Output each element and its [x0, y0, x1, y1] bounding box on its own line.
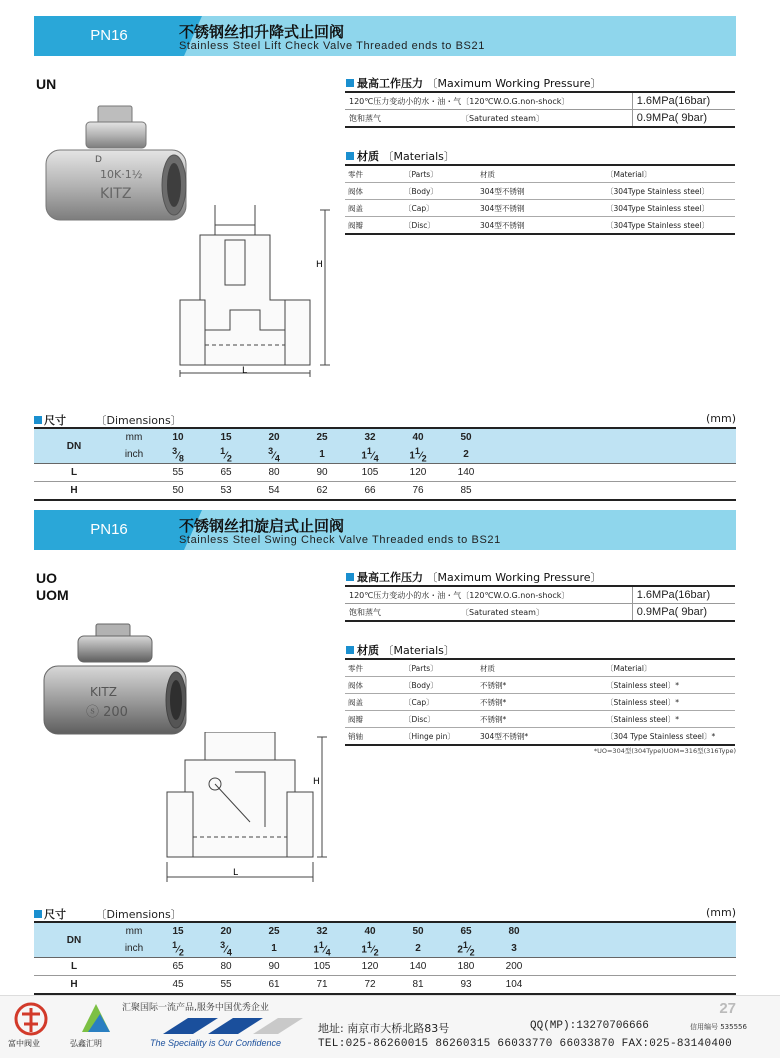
model-label: UO [36, 570, 57, 586]
length-cell: 105 [346, 464, 394, 482]
height-cell: 93 [442, 976, 490, 995]
model-label: UN [36, 76, 57, 92]
height-cell: 55 [202, 976, 250, 995]
swing-check-valve-photo [40, 622, 190, 742]
inch-size-cell: $1^1⁄_2$ [346, 940, 394, 958]
length-cell: 180 [442, 958, 490, 976]
mm-size-cell: 15 [154, 922, 202, 940]
inch-size-cell: $^3⁄_8$ [154, 446, 202, 464]
logo1-label: 富中阀业 [8, 1039, 40, 1048]
brand-logo-icon [158, 1014, 308, 1038]
length-cell: 80 [202, 958, 250, 976]
length-cell: 65 [202, 464, 250, 482]
height-cell: 62 [298, 482, 346, 501]
square-bullet-icon [346, 79, 354, 87]
height-cell: 72 [346, 976, 394, 995]
mm-size-cell: 20 [250, 428, 298, 446]
inch-size-cell: $1^1⁄_4$ [298, 940, 346, 958]
materials-heading: 材质 〔Materials〕 [346, 148, 455, 164]
section-title-cn: 不锈钢丝扣旋启式止回阀 [179, 517, 345, 535]
tel-fax: TEL:025-86260015 86260315 66033770 66033870 FAX:025-83140400 [318, 1038, 733, 1050]
pressure-desc: 120℃压力变动小的水・油・气〔120℃W.O.G.non-shock〕 [345, 92, 632, 110]
height-cell: 50 [154, 482, 202, 501]
height-cell: 71 [298, 976, 346, 995]
slogan-en: The Speciality is Our Confidence [150, 1038, 282, 1048]
fuzhong-logo-icon [14, 1002, 48, 1036]
mm-size-cell: 32 [346, 428, 394, 446]
pressure-heading: 最高工作压力 〔Maximum Working Pressure〕 [346, 75, 602, 91]
hongxin-logo-icon [78, 1000, 114, 1036]
mm-size-cell: 15 [202, 428, 250, 446]
length-cell: 65 [154, 958, 202, 976]
series-tag: PN16 [34, 16, 184, 56]
inch-size-cell: $^1⁄_2$ [154, 940, 202, 958]
svg-text:D: D [95, 155, 102, 165]
materials-heading: 材质 〔Materials〕 [346, 642, 455, 658]
mm-size-cell: 65 [442, 922, 490, 940]
inch-size-cell: 3 [490, 940, 538, 958]
mm-size-cell: 40 [394, 428, 442, 446]
inch-size-cell: $2^1⁄_2$ [442, 940, 490, 958]
table-row: 阀体 〔Body〕 304型不锈钢 〔304Type Stainless steel〕 [345, 183, 735, 200]
section2-banner [34, 510, 736, 550]
square-bullet-icon [346, 646, 354, 654]
length-cell: 120 [394, 464, 442, 482]
table-row: 零件 〔Parts〕 材质 〔Material〕 [345, 659, 735, 677]
length-cell: 120 [346, 958, 394, 976]
height-cell: 104 [490, 976, 538, 995]
model-label: UOM [36, 587, 69, 603]
slogan-cn: 汇聚国际一流产品,服务中国优秀企业 [122, 1003, 269, 1013]
mm-size-cell: 20 [202, 922, 250, 940]
mm-size-cell: 32 [298, 922, 346, 940]
svg-text:KITZ: KITZ [100, 186, 132, 202]
pressure-desc: 120℃压力变动小的水・油・气〔120℃W.O.G.non-shock〕 [345, 586, 632, 604]
swing-check-valve-drawing [155, 732, 330, 887]
drawing-l-label: L [233, 868, 239, 878]
table-row: 阀体 〔Body〕 不锈钢* 〔Stainless steel〕* [345, 677, 735, 694]
dimensions-table: DN mm 10 15 20 25 32 40 50 inch $^3⁄_8$ $^1⁄_2$ $^3⁄_4$ 1 $1^1⁄_4$ $1^1⁄_2$ 2 L 55 65 80 90 105 120 140 H 50 53 54 62 66 76 85 [34, 427, 736, 501]
length-cell: 55 [154, 464, 202, 482]
lift-check-valve-photo [40, 98, 190, 233]
pressure-desc: 饱和蒸气 〔Saturated steam〕 [345, 110, 632, 128]
section-title-cn: 不锈钢丝扣升降式止回阀 [179, 23, 345, 41]
table-row: 销轴 〔Hinge pin〕 304型不锈钢* 〔304 Type Stainless steel〕* [345, 728, 735, 746]
height-cell: 81 [394, 976, 442, 995]
inch-size-cell: 2 [442, 446, 490, 464]
dimensions-table: DN mm 15 20 25 32 40 50 65 80 inch $^1⁄_2$ $^3⁄_4$ 1 $1^1⁄_4$ $1^1⁄_2$ 2 $2^1⁄_2$ 3 L 65 80 90 105 120 140 180 200 H 45 55 61 71 72 81 93 104 [34, 921, 736, 995]
mm-size-cell: 80 [490, 922, 538, 940]
length-cell: 200 [490, 958, 538, 976]
table-row: 阀瓣 〔Disc〕 不锈钢* 〔Stainless steel〕* [345, 711, 735, 728]
section-title-en: Stainless Steel Swing Check Valve Threaded ends to BS21 [179, 534, 501, 546]
inch-size-cell: $^3⁄_4$ [250, 446, 298, 464]
svg-text:10K·1½: 10K·1½ [100, 168, 143, 181]
section1-banner [34, 16, 736, 56]
section-title-en: Stainless Steel Lift Check Valve Threaded ends to BS21 [179, 40, 485, 52]
inch-size-cell: 2 [394, 940, 442, 958]
pressure-desc: 饱和蒸气 〔Saturated steam〕 [345, 604, 632, 622]
inch-size-cell: 1 [298, 446, 346, 464]
svg-text:ⓢ 200: ⓢ 200 [86, 705, 128, 720]
materials-table [345, 164, 735, 235]
table-row: 零件 〔Parts〕 材质 〔Material〕 [345, 165, 735, 183]
credit-badge: 信用编号 535556 [690, 1023, 747, 1031]
qq-contact: QQ(MP):13270706666 [530, 1020, 649, 1032]
pressure-heading: 最高工作压力 〔Maximum Working Pressure〕 [346, 569, 602, 585]
height-cell: 66 [346, 482, 394, 501]
pressure-table [345, 91, 735, 128]
height-cell: 61 [250, 976, 298, 995]
inch-size-cell: $^3⁄_4$ [202, 940, 250, 958]
height-cell: 53 [202, 482, 250, 501]
mm-size-cell: 10 [154, 428, 202, 446]
square-bullet-icon [346, 152, 354, 160]
height-cell: 45 [154, 976, 202, 995]
drawing-l-label: L [242, 366, 248, 376]
table-row: 阀盖 〔Cap〕 304型不锈钢 〔304Type Stainless steel〕 [345, 200, 735, 217]
height-cell: 54 [250, 482, 298, 501]
dimensions-heading: 尺寸 〔Dimensions〕 (mm) [34, 412, 736, 428]
length-cell: 140 [442, 464, 490, 482]
materials-footnote: *UO=304型(304Type)UOM=316型(316Type) [593, 747, 736, 755]
length-cell: 140 [394, 958, 442, 976]
pressure-value: 0.9MPa( 9bar) [632, 604, 735, 622]
length-cell: 80 [250, 464, 298, 482]
dimensions-heading: 尺寸 〔Dimensions〕 (mm) [34, 906, 736, 922]
lift-check-valve-drawing [170, 205, 335, 380]
mm-size-cell: 25 [250, 922, 298, 940]
mm-size-cell: 50 [442, 428, 490, 446]
table-row: 阀盖 〔Cap〕 不锈钢* 〔Stainless steel〕* [345, 694, 735, 711]
square-bullet-icon [346, 573, 354, 581]
mm-size-cell: 50 [394, 922, 442, 940]
address: 地址: 南京市大桥北路83号 [318, 1022, 450, 1035]
mm-size-cell: 40 [346, 922, 394, 940]
height-cell: 85 [442, 482, 490, 501]
length-cell: 90 [250, 958, 298, 976]
pressure-value: 1.6MPa(16bar) [632, 92, 735, 110]
inch-size-cell: $1^1⁄_4$ [346, 446, 394, 464]
square-bullet-icon [34, 416, 42, 424]
table-row: 阀瓣 〔Disc〕 304型不锈钢 〔304Type Stainless steel〕 [345, 217, 735, 235]
page-footer [0, 995, 780, 1058]
inch-size-cell: 1 [250, 940, 298, 958]
drawing-h-label: H [316, 260, 323, 270]
square-bullet-icon [34, 910, 42, 918]
pressure-table [345, 585, 735, 622]
pressure-value: 0.9MPa( 9bar) [632, 110, 735, 128]
length-cell: 105 [298, 958, 346, 976]
inch-size-cell: $1^1⁄_2$ [394, 446, 442, 464]
page-number: 27 [719, 1000, 736, 1017]
svg-text:KITZ: KITZ [90, 685, 117, 699]
drawing-h-label: H [313, 777, 320, 787]
length-cell: 90 [298, 464, 346, 482]
mm-size-cell: 25 [298, 428, 346, 446]
series-tag: PN16 [34, 510, 184, 550]
height-cell: 76 [394, 482, 442, 501]
materials-table [345, 658, 735, 746]
logo2-label: 弘鑫汇明 [70, 1039, 102, 1048]
pressure-value: 1.6MPa(16bar) [632, 586, 735, 604]
inch-size-cell: $^1⁄_2$ [202, 446, 250, 464]
